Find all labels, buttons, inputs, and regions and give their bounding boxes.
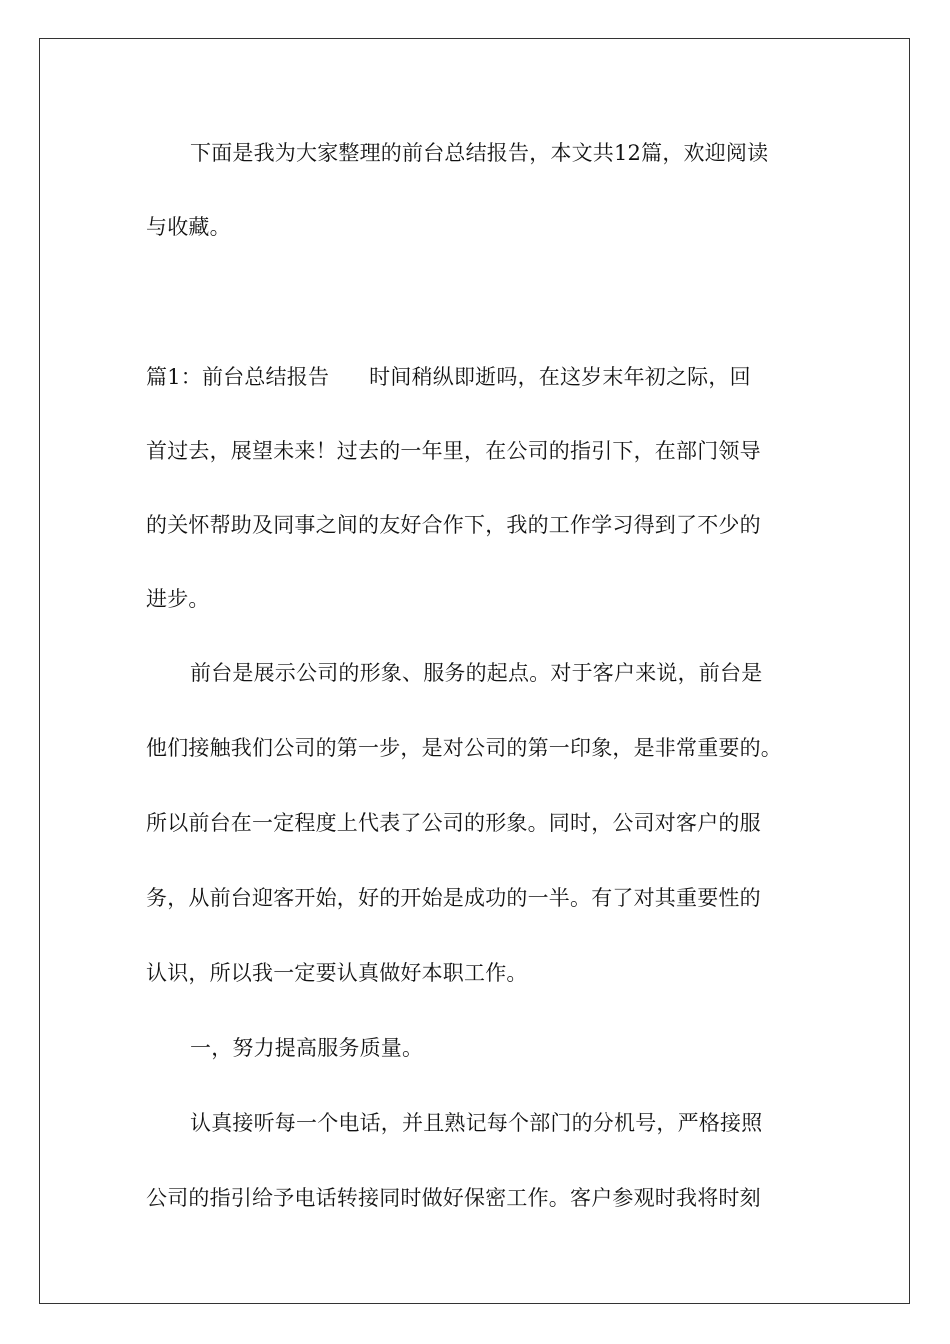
intro-line-2: 与收藏。: [146, 215, 231, 239]
section-1-line-4: 进步。: [146, 587, 210, 611]
para-3-line-1: 认真接听每一个电话，并且熟记每个部门的分机号，严格接照: [190, 1111, 763, 1135]
section-1-line-3: 的关怀帮助及同事之间的友好合作下，我的工作学习得到了不少的: [146, 513, 761, 537]
point-1-title: 一，努力提高服务质量。: [190, 1036, 424, 1060]
section-1-heading: 篇1：前台总结报告: [146, 365, 330, 389]
para-2-line-5: 认识，所以我一定要认真做好本职工作。: [146, 961, 528, 985]
section-1-line-2: 首过去，展望未来！过去的一年里，在公司的指引下，在部门领导: [146, 439, 761, 463]
para-3-line-2: 公司的指引给予电话转接同时做好保密工作。客户参观时我将时刻: [146, 1186, 761, 1210]
section-1-first-line: [146, 362, 751, 392]
para-2-line-1: 前台是展示公司的形象、服务的起点。对于客户来说，前台是: [190, 661, 763, 685]
intro-line-1: 下面是我为大家整理的前台总结报告，本文共12篇，欢迎阅读: [190, 141, 769, 165]
para-2-line-2: 他们接触我们公司的第一步，是对公司的第一印象，是非常重要的。: [146, 736, 782, 760]
para-2-line-3: 所以前台在一定程度上代表了公司的形象。同时，公司对客户的服: [146, 811, 761, 835]
para-2-line-4: 务，从前台迎客开始，好的开始是成功的一半。有了对其重要性的: [146, 886, 761, 910]
section-1-line-1: 时间稍纵即逝吗，在这岁末年初之际，回: [369, 365, 751, 389]
